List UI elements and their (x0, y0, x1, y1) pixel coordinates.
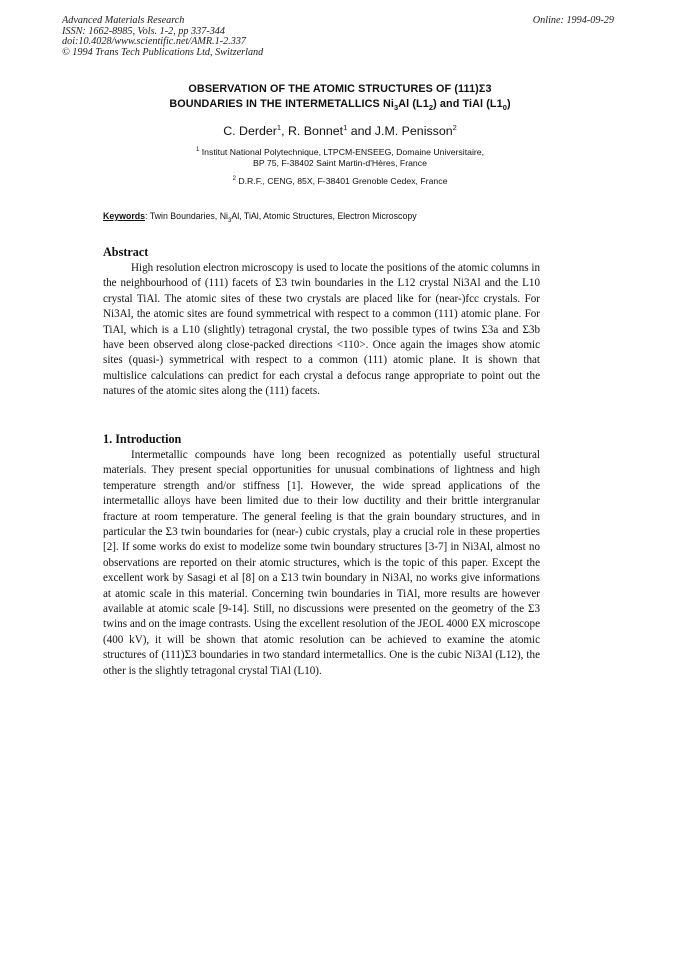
paper-title (60, 82, 620, 115)
author-list: C. Derder$^1$, R. Bonnet$^1$ and J.M. Penisson$^2$ (223, 123, 457, 139)
introduction-text: Intermetallic compounds have long been recognized as potentially useful structural materials. They present special opportunities for unusual combinations of lightness and high temperature strength and/or stiffness [1]. However, the wide spread applications of the intermetallic alloys have been limited due to their low ductility and their brittle intergranular fracture at room temperature. The general feeling is that the grain boundary structures, and in particular the Σ3 twin boundaries for (near-) cubic crystals, play a crucial role in these properties [2]. If some works do exist to modelize some twin boundary structures [3-7] in Ni3Al, almost no observations are reported on their atomic structures, which is the topic of this paper. Except the excellent work by Sasagi et al [8] on a Σ13 twin boundary in Ni3Al, no works give informations at atomic scale in this material. Concerning twin boundaries in TiAl, more results are however available at atomic scale [9-14]. Still, no discussions were presented on the geometry of the Σ3 twins and on the image contrasts. Using the excellent resolution of the JEOL 4000 EX microscope (400 kV), it will be shown that atomic resolution can be achieved to examine the atomic structures of (111)Σ3 boundaries in two standard intermetallics. One is the cubic Ni3Al (L12), the other is the slightly tetragonal crystal TiAl (L10). (103, 449, 540, 677)
journal-header (62, 16, 263, 58)
affiliation-1: $^1$ Institut National Polytechnique, LTPCM-ENSEEG, Domaine Universitaire, BP 75, F-38402 Saint Martin-d'Hères, France (195, 146, 485, 168)
title-line-2: BOUNDARIES IN THE INTERMETALLICS $Ni_3Al$ $(L1_2)$ and TiAl $(L1_0)$ (169, 98, 511, 113)
keywords-label: Keywords (103, 211, 146, 221)
doi-line: doi:10.4028/www.scientific.net/AMR.1-2.337 (62, 36, 247, 48)
introduction-heading: 1. Introduction (103, 432, 182, 446)
keywords: Keywords: Twin Boundaries, $Ni_3Al$, TiAl, Atomic Structures, Electron Microscopy (103, 211, 417, 224)
abstract-text: High resolution electron microscopy is used to locate the positions of the atomic columns in the neighbourhood of (111) facets of Σ3 twin boundaries in the L12 crystal Ni3Al and the L10 crystal TiAl. The atomic sites of these two crystals are placed like for (near-)fcc crystals. For Ni3Al, the atomic sites are found symmetrical with respect to a common (111) atomic plane. For TiAl, which is a L10 (slightly) tetragonal crystal, the two possible types of twins Σ3a and Σ3b have been observed along close-packed directions <110>. Once again the images show atomic sites (quasi-) symmetrical with respect to a common (111) atomic plane. It is shown that multislice calculations can predict for each crystal a defocus range appropriate to point out the natures of the atomic sites along the (111) facets. (103, 262, 540, 398)
abstract-heading: Abstract (103, 245, 149, 259)
affiliation-2: $^2$ D.R.F., CENG, 85X, F-38401 Grenoble Cedex, France (232, 175, 448, 186)
online-date: Online: 1994-09-29 (532, 15, 614, 26)
title-line-1: OBSERVATION OF THE ATOMIC STRUCTURES OF (111)Σ3 (188, 83, 492, 95)
journal-name: Advanced Materials Research (62, 15, 185, 26)
issn-line: ISSN: 1662-8985, Vols. 1-2, pp 337-344 (62, 25, 225, 37)
copyright-line: © 1994 Trans Tech Publications Ltd, Switzerland (62, 46, 264, 58)
